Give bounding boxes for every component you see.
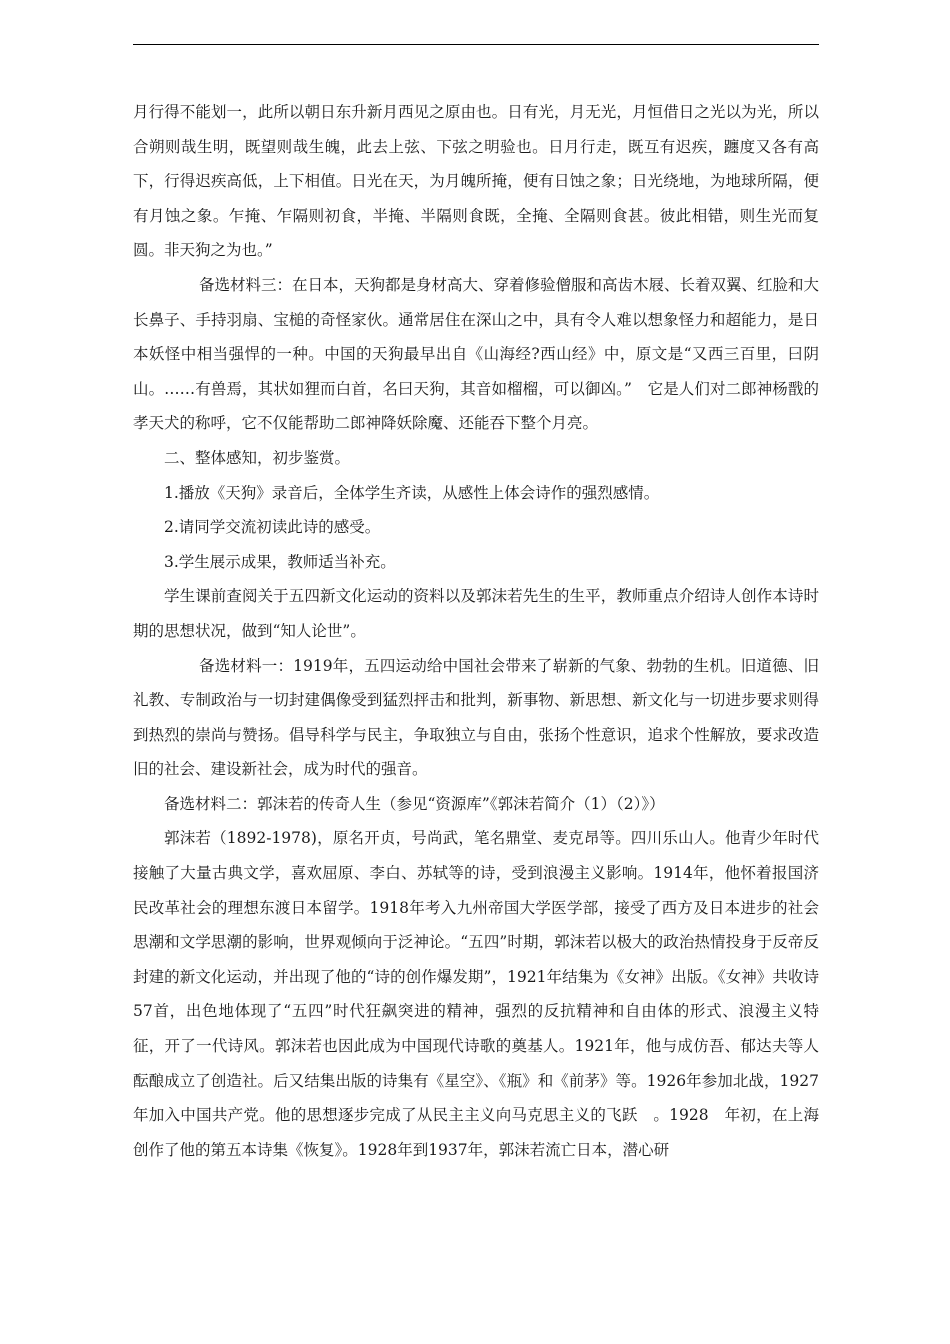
step-item-2: 2.请同学交流初读此诗的感受。	[164, 518, 381, 537]
step-item-1: 1.播放《天狗》录音后，全体学生齐读，从感性上体会诗作的强烈感情。	[164, 483, 660, 502]
paragraph-material-two-title: 备选材料二：郭沫若的传奇人生（参见“资源库”《郭沫若简介（1）（2）》）	[164, 794, 665, 813]
paragraph-guo-moruo-biography: 郭沫若（1892-1978)，原名开贞，号尚武，笔名鼎堂、麦克昂等。四川乐山人。他青少年时代接触了大量古典文学，喜欢屈原、李白、苏轼等的诗，受到浪漫主义影响。1914年，他怀着报国济民改革社会的理想东渡日本留学。1918年考入九州帝国大学医学部，接受了西方及日本进步的社会思潮和文学思潮的影响，世界观倾向于泛神论。“五四”时期，郭沫若以极大的政治热情投身于反帝反封建的新文化运动，并出现了他的“诗的创作爆发期”，1921年结集为《女神》出版。《女神》共收诗57首，出色地体现了“五四”时代狂飙突进的精神，强烈的反抗精神和自由体的形式、浪漫主义特征，开了一代诗风。郭沫若也因此成为中国现代诗歌的奠基人。1921年，他与成仿吾、郁达夫等人酝酿成立了创造社。后又结集出版的诗集有《星空》、《瓶》和《前茅》等。1926年参加北战，1927年加入中国共产党。他的思想逐步完成了从民主主义向马克思主义的飞跃 。1928 年初，在上海创作了他的第五本诗集《恢复》。1928年到1937年，郭沫若流亡日本，潜心研	[133, 829, 819, 1159]
paragraph-material-one: 备选材料一：1919年，五四运动给中国社会带来了崭新的气象、勃勃的生机。旧道德、旧礼教、专制政治与一切封建偶像受到猛烈抨击和批判，新事物、新思想、新文化与一切进步要求则得到热烈的崇尚与赞扬。倡导科学与民主，争取独立与自由，张扬个性意识，追求个性解放，要求改造旧的社会、建设新社会，成为时代的强音。	[133, 656, 819, 779]
document-body	[133, 95, 819, 1167]
section-heading-overall-perception: 二、整体感知，初步鉴赏。	[164, 448, 351, 467]
step-item-3: 3.学生展示成果，教师适当补充。	[164, 552, 396, 571]
header-rule	[133, 44, 819, 45]
paragraph-eclipse-explanation: 月行得不能划一，此所以朝日东升新月西见之原由也。日有光，月无光，月恒借日之光以为光，所以合朔则哉生明，既望则哉生魄，此去上弦、下弦之明验也。日月行走，既互有迟疾，躔度又各有高下，行得迟疾高低，上下相值。日光在天，为月魄所掩，便有日蚀之象；日光绕地，为地球所隔，便有月蚀之象。乍掩、乍隔则初食，半掩、半隔则食既，全掩、全隔则食甚。彼此相错，则生光而复圆。非天狗之为也。”	[133, 103, 819, 260]
paragraph-material-three: 备选材料三：在日本，天狗都是身材高大、穿着修验僧服和高齿木屐、长着双翼、红脸和大长鼻子、手持羽扇、宝槌的奇怪家伙。通常居住在深山之中，具有令人难以想象怪力和超能力，是日本妖怪中相当强悍的一种。中国的天狗最早出自《山海经?西山经》中，原文是“又西三百里，曰阴山。……有兽焉，其状如狸而白首，名曰天狗，其音如榴榴，可以御凶。” 它是人们对二郎神杨戬的孝天犬的称呼，它不仅能帮助二郎神降妖除魔、还能吞下整个月亮。	[133, 275, 820, 433]
paragraph-background-research: 学生课前查阅关于五四新文化运动的资料以及郭沫若先生的生平，教师重点介绍诗人创作本诗时期的思想状况，做到“知人论世”。	[133, 587, 819, 640]
